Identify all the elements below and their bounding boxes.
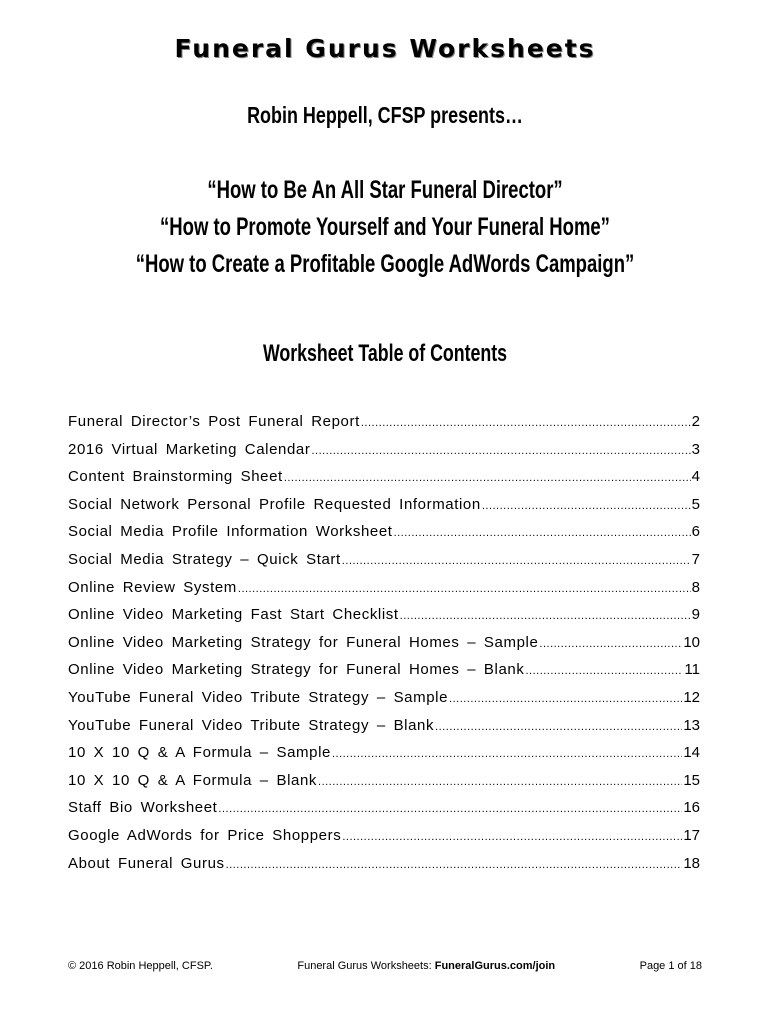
dot-leader [218, 796, 682, 822]
toc-entry[interactable] [68, 822, 700, 850]
toc-entry[interactable] [68, 546, 700, 574]
dot-leader [284, 465, 691, 491]
toc-entry[interactable] [68, 518, 700, 546]
toc-entry[interactable] [68, 656, 700, 684]
toc-entry-title: Online Video Marketing Strategy for Funeral Homes – Sample [68, 633, 539, 651]
toc-entry-title: Online Video Marketing Fast Start Checklist [68, 606, 399, 624]
toc-page-number: 7 [691, 550, 700, 568]
dot-leader [226, 852, 683, 878]
toc-page-number: 2 [691, 413, 700, 430]
toc-page-number: 5 [691, 495, 700, 513]
dot-leader [449, 686, 682, 712]
toc-page-number: 9 [691, 606, 700, 624]
toc-entry-title: Social Network Personal Profile Requested Information [68, 495, 481, 513]
toc-page-number: 17 [683, 826, 700, 844]
toc-entry-title: 10 X 10 Q & A Formula – Blank [68, 771, 318, 789]
dot-leader [400, 603, 691, 629]
dot-leader [539, 631, 682, 657]
footer-page-label: Page 1 of 18 [639, 960, 702, 972]
toc-entry[interactable] [68, 436, 700, 464]
toc-page-number: 8 [691, 578, 700, 596]
toc-page-number: 16 [683, 799, 700, 817]
toc-page-number: 12 [683, 688, 700, 706]
dot-leader [482, 493, 691, 519]
toc-entry[interactable] [68, 601, 700, 629]
toc-entry-title: About Funeral Gurus [68, 854, 225, 872]
headline: “How to Create a Profitable Google AdWords Campaign” [135, 250, 635, 278]
toc-page-number: 11 [684, 661, 700, 679]
toc-entry-title: YouTube Funeral Video Tribute Strategy – Sample [68, 688, 449, 706]
toc-entry-title: Online Video Marketing Strategy for Funeral Homes – Blank [68, 661, 525, 679]
toc-entry-title: Google AdWords for Price Shoppers [68, 826, 342, 844]
toc-entry[interactable] [68, 491, 700, 519]
headline-list [0, 172, 770, 283]
toc-entry[interactable] [68, 463, 700, 491]
toc-heading: Worksheet Table of Contents [262, 340, 508, 367]
toc-page-number: 14 [683, 744, 700, 762]
toc-page-number: 10 [683, 633, 700, 651]
dot-leader [318, 769, 682, 795]
footer-link[interactable]: FuneralGurus.com/join [434, 960, 556, 972]
footer-center-prefix: Funeral Gurus Worksheets: [297, 960, 435, 972]
toc-page-number: 6 [691, 523, 700, 541]
toc-entry[interactable] [68, 767, 700, 795]
dot-leader [394, 520, 691, 546]
dot-leader [435, 714, 682, 740]
toc-page-number: 4 [691, 468, 700, 486]
footer-copyright: © 2016 Robin Heppell, CFSP. [68, 960, 213, 972]
table-of-contents [68, 408, 700, 877]
toc-entry-title: Staff Bio Worksheet [68, 799, 218, 817]
dot-leader [332, 741, 682, 767]
toc-entry[interactable] [68, 712, 700, 740]
page-footer [68, 960, 702, 972]
dot-leader [342, 824, 682, 850]
toc-entry-title: YouTube Funeral Video Tribute Strategy – Blank [68, 716, 435, 734]
dot-leader [525, 658, 683, 684]
toc-entry[interactable] [68, 629, 700, 657]
toc-page-number: 18 [683, 854, 700, 872]
toc-entry-title: Funeral Director’s Post Funeral Report [68, 413, 360, 430]
toc-entry-title: Social Media Profile Information Worksheet [68, 523, 393, 541]
dot-leader [238, 576, 691, 602]
toc-entry[interactable] [68, 408, 700, 436]
toc-page-number: 3 [691, 440, 700, 458]
footer-center [297, 960, 555, 972]
headline: “How to Be An All Star Funeral Director” [207, 176, 563, 204]
toc-entry[interactable] [68, 850, 700, 878]
dot-leader [342, 548, 691, 574]
toc-entry-title: Online Review System [68, 578, 237, 596]
dot-leader [361, 410, 691, 436]
toc-entry[interactable] [68, 794, 700, 822]
toc-entry[interactable] [68, 574, 700, 602]
toc-entry-title: 2016 Virtual Marketing Calendar [68, 440, 311, 458]
dot-leader [311, 438, 690, 464]
toc-page-number: 15 [683, 771, 700, 789]
toc-page-number: 13 [683, 716, 700, 734]
toc-entry-title: 10 X 10 Q & A Formula – Sample [68, 744, 331, 762]
toc-entry[interactable] [68, 739, 700, 767]
toc-entry[interactable] [68, 684, 700, 712]
toc-entry-title: Social Media Strategy – Quick Start [68, 550, 341, 568]
toc-entry-title: Content Brainstorming Sheet [68, 468, 283, 486]
headline: “How to Promote Yourself and Your Funeral Home” [160, 213, 610, 241]
document-title: Funeral Gurus Worksheets [174, 34, 596, 63]
document-subtitle: Robin Heppell, CFSP presents… [247, 102, 523, 128]
